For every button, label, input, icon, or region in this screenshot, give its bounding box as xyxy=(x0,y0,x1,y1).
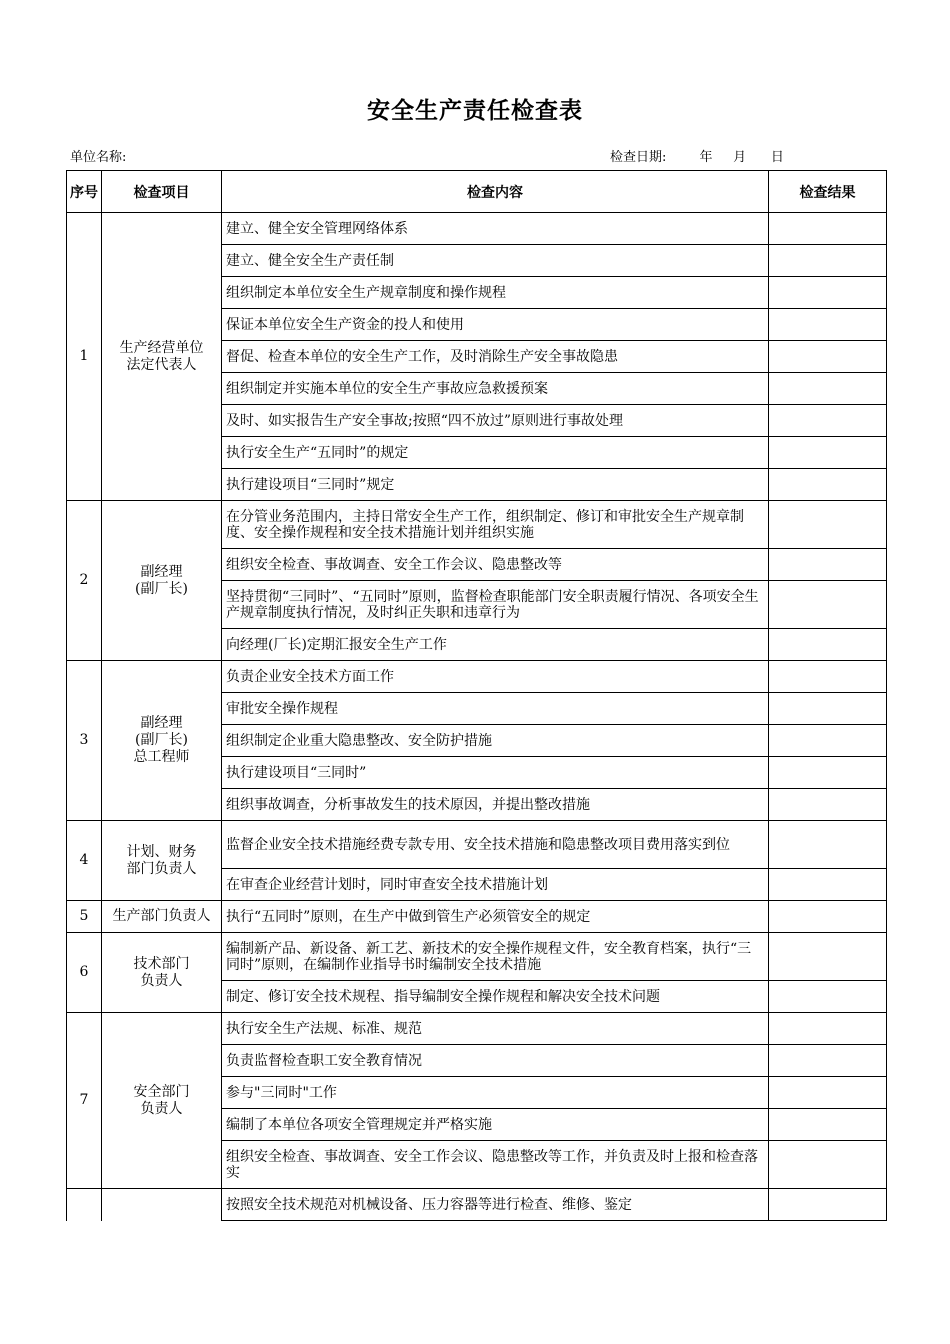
table-row xyxy=(67,821,887,869)
header-item: 检查项目 xyxy=(102,171,222,213)
group-item xyxy=(102,933,222,1013)
result-cell[interactable] xyxy=(769,725,887,757)
check-content: 组织安全检查、事故调查、安全工作会议、隐患整改等 xyxy=(222,549,769,581)
table-row xyxy=(67,661,887,693)
group-number: 6 xyxy=(67,933,102,1013)
check-content: 编制新产品、新设备、新工艺、新技术的安全操作规程文件，安全教育档案，执行“三同时”原则，在编制作业指导书时编制安全技术措施 xyxy=(222,933,769,981)
check-content: 组织制定企业重大隐患整改、安全防护措施 xyxy=(222,725,769,757)
inspection-date-label: 检查日期: 年 月 日 xyxy=(610,150,784,165)
group-item-line: 副经理 xyxy=(140,563,183,580)
group-item xyxy=(102,501,222,661)
result-cell[interactable] xyxy=(769,789,887,821)
group-item-line: 副经理 xyxy=(140,715,183,731)
result-cell[interactable] xyxy=(769,869,887,901)
result-cell[interactable] xyxy=(769,981,887,1013)
result-cell[interactable] xyxy=(769,437,887,469)
group-number: 5 xyxy=(67,901,102,933)
check-content: 在分管业务范围内，主持日常安全生产工作，组织制定、修订和审批安全生产规章制度、安全操作规程和安全技术措施计划并组织实施 xyxy=(222,501,769,549)
result-cell[interactable] xyxy=(769,469,887,501)
table-row xyxy=(67,933,887,981)
page-title: 安全生产责任检查表 xyxy=(367,97,583,124)
check-content: 督促、检查本单位的安全生产工作，及时消除生产安全事故隐患 xyxy=(222,341,769,373)
check-content: 参与"三同时"工作 xyxy=(222,1077,769,1109)
table-header-row xyxy=(67,171,887,213)
inspection-table xyxy=(66,170,887,1221)
table-row xyxy=(67,901,887,933)
check-content: 审批安全操作规程 xyxy=(222,693,769,725)
result-cell[interactable] xyxy=(769,581,887,629)
group-item xyxy=(102,213,222,501)
group-item-line: 安全部门 xyxy=(133,1083,190,1100)
check-content: 负责监督检查职工安全教育情况 xyxy=(222,1045,769,1077)
unit-name-label: 单位名称: xyxy=(70,150,127,165)
result-cell[interactable] xyxy=(769,1077,887,1109)
group-number: 7 xyxy=(67,1013,102,1189)
header-no: 序号 xyxy=(67,171,102,213)
group-item-line: 生产经营单位 xyxy=(119,339,204,356)
group-number xyxy=(67,1189,102,1221)
group-number: 2 xyxy=(67,501,102,661)
group-item-line: 总工程师 xyxy=(133,749,190,765)
group-item-line: 技术部门 xyxy=(133,955,190,972)
result-cell[interactable] xyxy=(769,341,887,373)
group-item xyxy=(102,1013,222,1189)
result-cell[interactable] xyxy=(769,405,887,437)
check-content: 执行建设项目“三同时”规定 xyxy=(222,469,769,501)
check-content: 保证本单位安全生产资金的投人和使用 xyxy=(222,309,769,341)
group-item-line: 负责人 xyxy=(140,972,183,989)
table-row xyxy=(67,213,887,245)
check-content: 编制了本单位各项安全管理规定并严格实施 xyxy=(222,1109,769,1141)
result-cell[interactable] xyxy=(769,501,887,549)
check-content: 及时、如实报告生产安全事故;按照“四不放过”原则进行事故处理 xyxy=(222,405,769,437)
check-content: 负责企业安全技术方面工作 xyxy=(222,661,769,693)
check-content: 执行“五同时”原则，在生产中做到管生产必须管安全的规定 xyxy=(222,901,769,933)
table-row xyxy=(67,501,887,549)
result-cell[interactable] xyxy=(769,1109,887,1141)
check-content: 制定、修订安全技术规程、指导编制安全操作规程和解决安全技术问题 xyxy=(222,981,769,1013)
result-cell[interactable] xyxy=(769,821,887,869)
check-content: 组织制定并实施本单位的安全生产事故应急救援预案 xyxy=(222,373,769,405)
check-content: 执行安全生产法规、标准、规范 xyxy=(222,1013,769,1045)
result-cell[interactable] xyxy=(769,661,887,693)
result-cell[interactable] xyxy=(769,629,887,661)
group-item-line: (副厂长) xyxy=(135,732,188,748)
group-item-line: 法定代表人 xyxy=(126,356,197,373)
check-content: 组织安全检查、事故调查、安全工作会议、隐患整改等工作，并负责及时上报和检查落实 xyxy=(222,1141,769,1189)
result-cell[interactable] xyxy=(769,1045,887,1077)
check-content: 监督企业安全技术措施经费专款专用、安全技术措施和隐患整改项目费用落实到位 xyxy=(222,821,769,869)
check-content: 在审查企业经营计划时，同时审查安全技术措施计划 xyxy=(222,869,769,901)
result-cell[interactable] xyxy=(769,549,887,581)
group-item xyxy=(102,661,222,821)
group-item-line: 负责人 xyxy=(140,1100,183,1117)
result-cell[interactable] xyxy=(769,933,887,981)
group-number: 1 xyxy=(67,213,102,501)
group-item-line: 部门负责人 xyxy=(126,860,197,877)
result-cell[interactable] xyxy=(769,309,887,341)
table-row xyxy=(67,1013,887,1045)
group-item xyxy=(102,901,222,933)
check-content: 组织制定本单位安全生产规章制度和操作规程 xyxy=(222,277,769,309)
result-cell[interactable] xyxy=(769,1141,887,1189)
check-content: 建立、健全安全管理网络体系 xyxy=(222,213,769,245)
header-result: 检查结果 xyxy=(769,171,887,213)
group-item-line: 生产部门负责人 xyxy=(112,908,211,924)
check-content: 建立、健全安全生产责任制 xyxy=(222,245,769,277)
check-content: 按照安全技术规范对机械设备、压力容器等进行检查、维修、鉴定 xyxy=(222,1189,769,1221)
check-content: 执行建设项目“三同时” xyxy=(222,757,769,789)
result-cell[interactable] xyxy=(769,213,887,245)
group-item-line: (副厂长) xyxy=(135,580,188,597)
check-content: 坚持贯彻“三同时”、“五同时”原则，监督检查职能部门安全职责履行情况、各项安全生产规章制度执行情况，及时纠正失职和违章行为 xyxy=(222,581,769,629)
result-cell[interactable] xyxy=(769,245,887,277)
result-cell[interactable] xyxy=(769,1189,887,1221)
check-content: 执行安全生产“五同时”的规定 xyxy=(222,437,769,469)
group-item xyxy=(102,821,222,901)
header-content: 检查内容 xyxy=(222,171,769,213)
result-cell[interactable] xyxy=(769,901,887,933)
result-cell[interactable] xyxy=(769,693,887,725)
group-number: 4 xyxy=(67,821,102,901)
result-cell[interactable] xyxy=(769,1013,887,1045)
check-content: 组织事故调查，分析事故发生的技术原因，并提出整改措施 xyxy=(222,789,769,821)
result-cell[interactable] xyxy=(769,373,887,405)
result-cell[interactable] xyxy=(769,277,887,309)
group-item xyxy=(102,1189,222,1221)
group-item-line: 计划、财务 xyxy=(126,843,197,860)
group-number: 3 xyxy=(67,661,102,821)
table-row xyxy=(67,1189,887,1221)
result-cell[interactable] xyxy=(769,757,887,789)
check-content: 向经理(厂长)定期汇报安全生产工作 xyxy=(222,629,769,661)
